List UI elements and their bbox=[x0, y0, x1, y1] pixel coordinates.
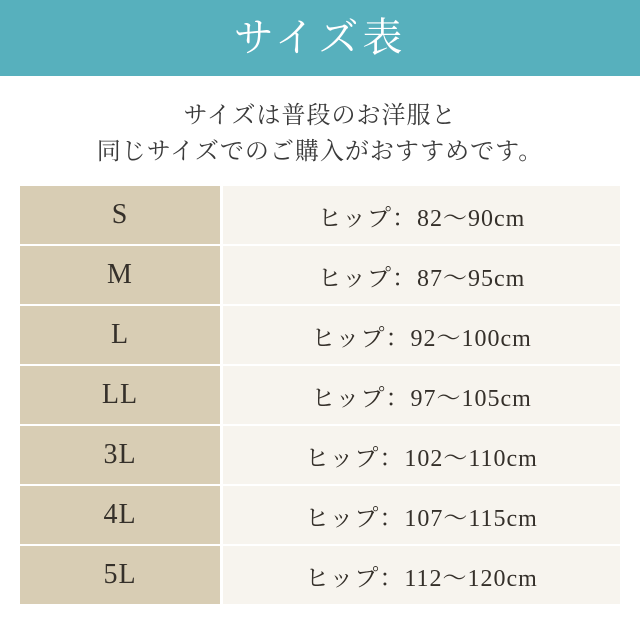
size-table bbox=[20, 184, 620, 606]
size-label: 5L bbox=[20, 545, 222, 605]
table-row bbox=[20, 305, 620, 365]
page-title: サイズ表 bbox=[233, 15, 407, 60]
size-label: 3L bbox=[20, 425, 222, 485]
table-row bbox=[20, 185, 620, 245]
bottom-spacer bbox=[0, 606, 640, 640]
measurement-value: ヒップ：107〜115cm bbox=[222, 485, 621, 545]
measurement-value: ヒップ：87〜95cm bbox=[222, 245, 621, 305]
size-label: L bbox=[20, 305, 222, 365]
table-row bbox=[20, 245, 620, 305]
size-label: LL bbox=[20, 365, 222, 425]
measurement-value: ヒップ：97〜105cm bbox=[222, 365, 621, 425]
size-label: M bbox=[20, 245, 222, 305]
subtitle-line-2: 同じサイズでのご購入がおすすめです。 bbox=[96, 139, 544, 165]
table-row bbox=[20, 485, 620, 545]
header-bar bbox=[0, 0, 640, 76]
size-label: S bbox=[20, 185, 222, 245]
subtitle-block bbox=[0, 76, 640, 184]
measurement-value: ヒップ：112〜120cm bbox=[222, 545, 621, 605]
table-row bbox=[20, 365, 620, 425]
subtitle-line-1: サイズは普段のお洋服と bbox=[183, 103, 457, 129]
measurement-value: ヒップ：102〜110cm bbox=[222, 425, 621, 485]
measurement-value: ヒップ：92〜100cm bbox=[222, 305, 621, 365]
measurement-value: ヒップ：82〜90cm bbox=[222, 185, 621, 245]
size-label: 4L bbox=[20, 485, 222, 545]
table-row bbox=[20, 545, 620, 605]
table-row bbox=[20, 425, 620, 485]
